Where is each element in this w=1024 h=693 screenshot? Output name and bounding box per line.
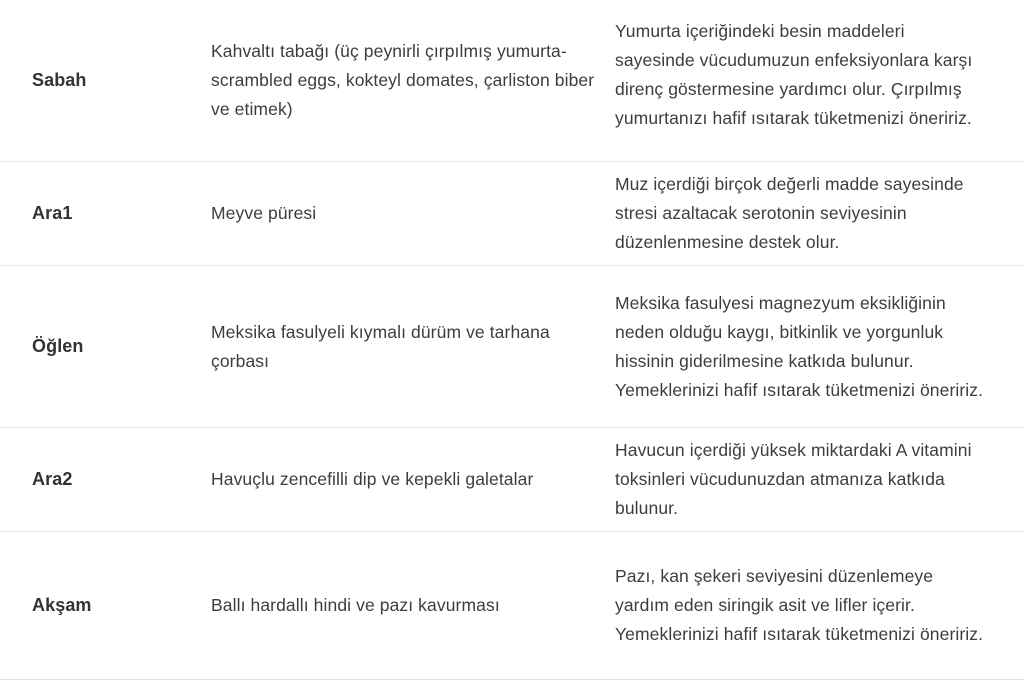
table-row bbox=[0, 428, 1024, 532]
meal-time-label: Sabah bbox=[32, 70, 87, 90]
meal-nutrition-note: Yumurta içeriğindeki besin maddeleri sayesinde vücudumuzun enfeksiyonlara karşı direnç göstermesine yardımcı olur. Çırpılmış yumurtanızı hafif ısıtarak tüketmenizi öneririz. bbox=[615, 20, 973, 128]
meal-food-description: Havuçlu zencefilli dip ve kepekli galetalar bbox=[211, 469, 534, 489]
meal-nutrition-note: Pazı, kan şekeri seviyesini düzenlemeye yardım eden siringik asit ve lifler içerir. Yemeklerinizi hafif ısıtarak tüketmenizi öneririz. bbox=[615, 566, 984, 644]
meal-nutrition-note: Havucun içerdiği yüksek miktardaki A vitamini toksinleri vücudunuzdan atmanıza katkıda bulunur. bbox=[615, 440, 972, 518]
meal-food-description: Kahvaltı tabağı (üç peynirli çırpılmış yumurta-scrambled eggs, kokteyl domates, çarliston biber ve etimek) bbox=[211, 41, 595, 119]
table-row bbox=[0, 0, 1024, 162]
meal-time-label: Ara2 bbox=[32, 469, 73, 489]
meal-food-description: Meksika fasulyeli kıymalı dürüm ve tarhana çorbası bbox=[211, 321, 550, 371]
meal-time-label: Akşam bbox=[32, 595, 92, 615]
meal-food-description: Ballı hardallı hindi ve pazı kavurması bbox=[211, 595, 500, 615]
table-row bbox=[0, 532, 1024, 680]
meal-nutrition-note: Muz içerdiği birçok değerli madde sayesinde stresi azaltacak serotonin seviyesinin düzenlenmesine destek olur. bbox=[615, 174, 964, 252]
meal-food-description: Meyve püresi bbox=[211, 203, 317, 223]
meal-nutrition-note: Meksika fasulyesi magnezyum eksikliğinin neden olduğu kaygı, bitkinlik ve yorgunluk hissinin giderilmesine katkıda bulunur. Yemeklerinizi hafif ısıtarak tüketmenizi öneririz. bbox=[615, 292, 984, 400]
table-row bbox=[0, 162, 1024, 266]
meal-time-label: Ara1 bbox=[32, 203, 73, 223]
table-row bbox=[0, 266, 1024, 428]
meal-time-label: Öğlen bbox=[32, 336, 84, 356]
